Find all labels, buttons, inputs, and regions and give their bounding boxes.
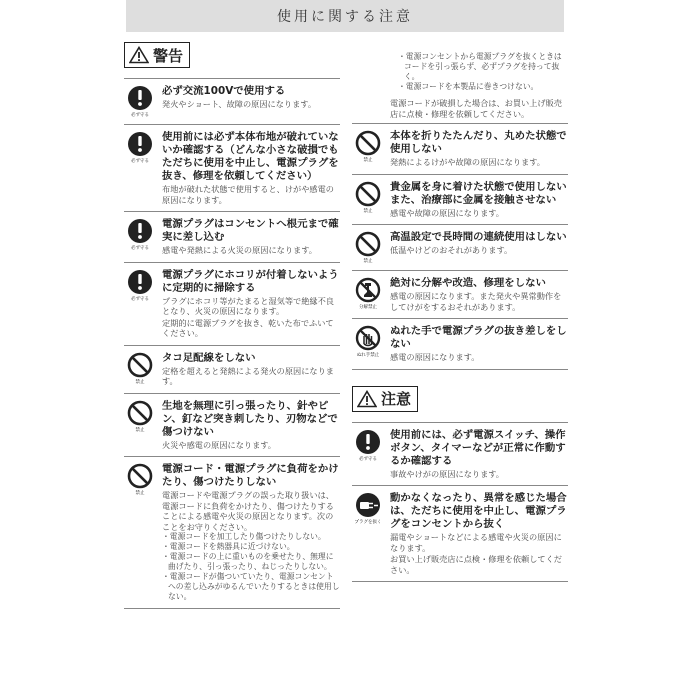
caution-list: [352, 422, 568, 583]
notice-body: 感電や故障の原因になります。: [390, 207, 504, 218]
notice-heading: 電源コード・電源プラグに負荷をかけたり、傷つけたりしない: [162, 463, 339, 488]
icon-caption: 禁止: [135, 379, 145, 385]
cord-continuation: [352, 52, 568, 123]
icon-caption: 必ず守る: [131, 296, 149, 302]
prohibited-icon: [352, 130, 384, 168]
notice-heading: 本体を折りたたんだり、丸めた状態で使用しない: [390, 130, 567, 155]
warning-list-continued: [352, 123, 568, 370]
icon-caption: 必ず守る: [131, 159, 149, 164]
notice-heading: 使用前には、必ず電源スイッチ、操作ボタン、タイマーなどが正常に作動するか確認する: [390, 428, 566, 467]
notice-text: [162, 85, 340, 118]
notice-text: [162, 218, 340, 256]
notice-body: 漏電やショートなどによる感電や火災の原因になります。: [390, 532, 562, 553]
icon-caption: 禁止: [363, 208, 373, 214]
notice-sub-item: ・電源コードの上に重いものを乗せたり、無理に曲げたり、引っ張ったり、ねじったりしない。: [162, 552, 334, 571]
warning-list: [124, 78, 340, 609]
cord-sub-1: ・電源コンセントから電源プラグを抜くときはコードを引っ張らず、必ずプラグを持って抜く。: [398, 52, 562, 81]
icon-caption: 禁止: [135, 491, 145, 496]
caution-label: [352, 386, 418, 412]
notice-sub-item: ・電源コードを加工したり傷つけたりしない。: [162, 532, 326, 541]
notice-heading: 貴金属を身に着けた状態で使用しない また、治療部に金属を接触させない: [390, 180, 567, 206]
notice-item: [352, 486, 568, 582]
notice-text: [162, 269, 340, 339]
notice-body: 事故やけがの原因になります。: [390, 468, 504, 479]
prohibited-icon: [352, 231, 384, 264]
notice-text: [390, 492, 568, 575]
cord-sub-2: ・電源コードを本製品に巻きつけない。: [398, 82, 539, 91]
notice-heading: 電源プラグにホコリが付着しないように定期的に掃除する: [162, 268, 339, 294]
notice-text: [162, 352, 340, 387]
icon-caption: ぬれ手禁止: [356, 353, 380, 358]
notice-text: [390, 277, 568, 312]
no-disassembly-icon: [352, 277, 384, 312]
cord-repair-note: 電源コードが破損した場合は、お買い上げ販売店に点検・修理を依頼してください。: [390, 98, 562, 119]
notice-body: 感電や発熱による火災の原因になります。: [162, 245, 317, 255]
notice-body: 電源コードや電源プラグの誤った取り扱いは、電源コードに負荷をかけたり、傷つけたりすることによる感電や火災の原因となります。次のことをお守りください。: [162, 490, 334, 532]
notice-sub-item: ・電源コードが傷ついていたり、電源コンセントへの差し込みがゆるんでいたりするときは使用しない。: [162, 572, 340, 601]
left-column: [124, 42, 340, 609]
notice-item: [124, 394, 340, 458]
mandatory-exclamation-icon: [124, 269, 156, 339]
notice-text: [390, 325, 568, 363]
notice-heading: 高温設定で長時間の連続使用はしない: [390, 231, 567, 243]
icon-caption: 禁止: [363, 259, 373, 264]
notice-heading: 生地を無理に引っ張ったり、針やピン、釘など突き刺したり、刃物などで傷つけない: [162, 399, 338, 438]
notice-heading: 動かなくなったり、異常を感じた場合は、ただちに使用を中止し、電源プラグをコンセントから抜く: [390, 492, 567, 530]
notice-body: 感電の原因になります。また発火や異常動作をしてけがをするおそれがあります。: [390, 291, 562, 312]
prohibited-icon: [352, 181, 384, 219]
page-title: 使用に関する注意: [126, 0, 564, 32]
notice-item: [352, 422, 568, 487]
notice-item: [124, 125, 340, 212]
notice-heading: タコ足配線をしない: [162, 351, 256, 364]
warning-label: [124, 42, 190, 68]
notice-item: [124, 346, 340, 394]
icon-caption: 禁止: [135, 427, 145, 433]
notice-item: [352, 271, 568, 319]
prohibited-icon: [124, 400, 156, 451]
icon-caption: 禁止: [363, 158, 373, 163]
notice-text: [162, 400, 340, 451]
notice-sub-item: ・電源コードを熱器具に近づけない。: [162, 542, 295, 551]
notice-text: [390, 130, 568, 168]
caution-label-text: 注意: [381, 390, 412, 408]
mandatory-exclamation-icon: [124, 131, 156, 205]
no-wet-hands-icon: [352, 325, 384, 363]
notice-text: [390, 181, 568, 219]
notice-body: 発火やショート、故障の原因になります。: [162, 99, 317, 109]
prohibited-icon: [124, 352, 156, 387]
notice-body: 定格を超えると発熱による発火の原因になります。: [162, 365, 334, 386]
notice-heading: 電源プラグはコンセントへ根元まで確実に差し込む: [162, 218, 339, 243]
notice-item: [124, 457, 340, 609]
warning-label-text: 警告: [153, 46, 184, 65]
mandatory-exclamation-icon: [124, 218, 156, 256]
notice-item: [352, 319, 568, 370]
notice-item: [352, 123, 568, 175]
notice-item: [352, 175, 568, 226]
caution-triangle-icon: [357, 390, 377, 408]
icon-caption: 分解禁止: [359, 305, 377, 310]
notice-item: [124, 263, 340, 346]
icon-caption: 必ず守る: [131, 246, 149, 251]
notice-body: お買い上げ販売店に点検・修理を依頼してください。: [390, 554, 562, 575]
notice-text: [162, 131, 340, 205]
right-column: [352, 52, 568, 582]
notice-body: 感電の原因になります。: [390, 352, 480, 362]
notice-item: [352, 225, 568, 271]
mandatory-exclamation-icon: [124, 85, 156, 118]
notice-item: [124, 212, 340, 263]
notice-heading: 必ず交流100Vで使用する: [162, 85, 286, 97]
notice-body: 低温やけどのおそれがあります。: [390, 245, 513, 255]
notice-body: 発熱によるけがや故障の原因になります。: [390, 157, 545, 167]
warning-triangle-icon: [129, 46, 149, 64]
unplug-icon: [352, 492, 384, 575]
notice-heading: ぬれた手で電源プラグの抜き差しをしない: [390, 325, 567, 350]
prohibited-icon: [124, 463, 156, 602]
notice-body: 火災や感電の原因になります。: [162, 439, 276, 450]
notice-text: [390, 429, 568, 480]
mandatory-exclamation-icon: [352, 429, 384, 480]
notice-text: [162, 463, 340, 602]
notice-body: プラグにホコリ等がたまると湿気等で絶縁不良となり、火災の原因になります。: [162, 295, 334, 316]
notice-heading: 使用前には必ず本体布地が破れていないか確認する（どんな小さな破損でもただちに使用を中止し、電源プラグを抜き、修理を依頼してください）: [162, 131, 339, 182]
notice-text: [390, 231, 568, 264]
icon-caption: 必ず守る: [359, 456, 377, 462]
notice-item: [124, 78, 340, 125]
notice-body: 布地が破れた状態で使用すると、けがや感電の原因になります。: [162, 184, 334, 205]
notice-heading: 絶対に分解や改造、修理をしない: [390, 277, 546, 289]
icon-caption: プラグを抜く: [354, 520, 382, 525]
notice-body: 定期的に電源プラグを抜き、乾いた布でふいてください。: [162, 317, 334, 338]
icon-caption: 必ず守る: [131, 113, 149, 118]
